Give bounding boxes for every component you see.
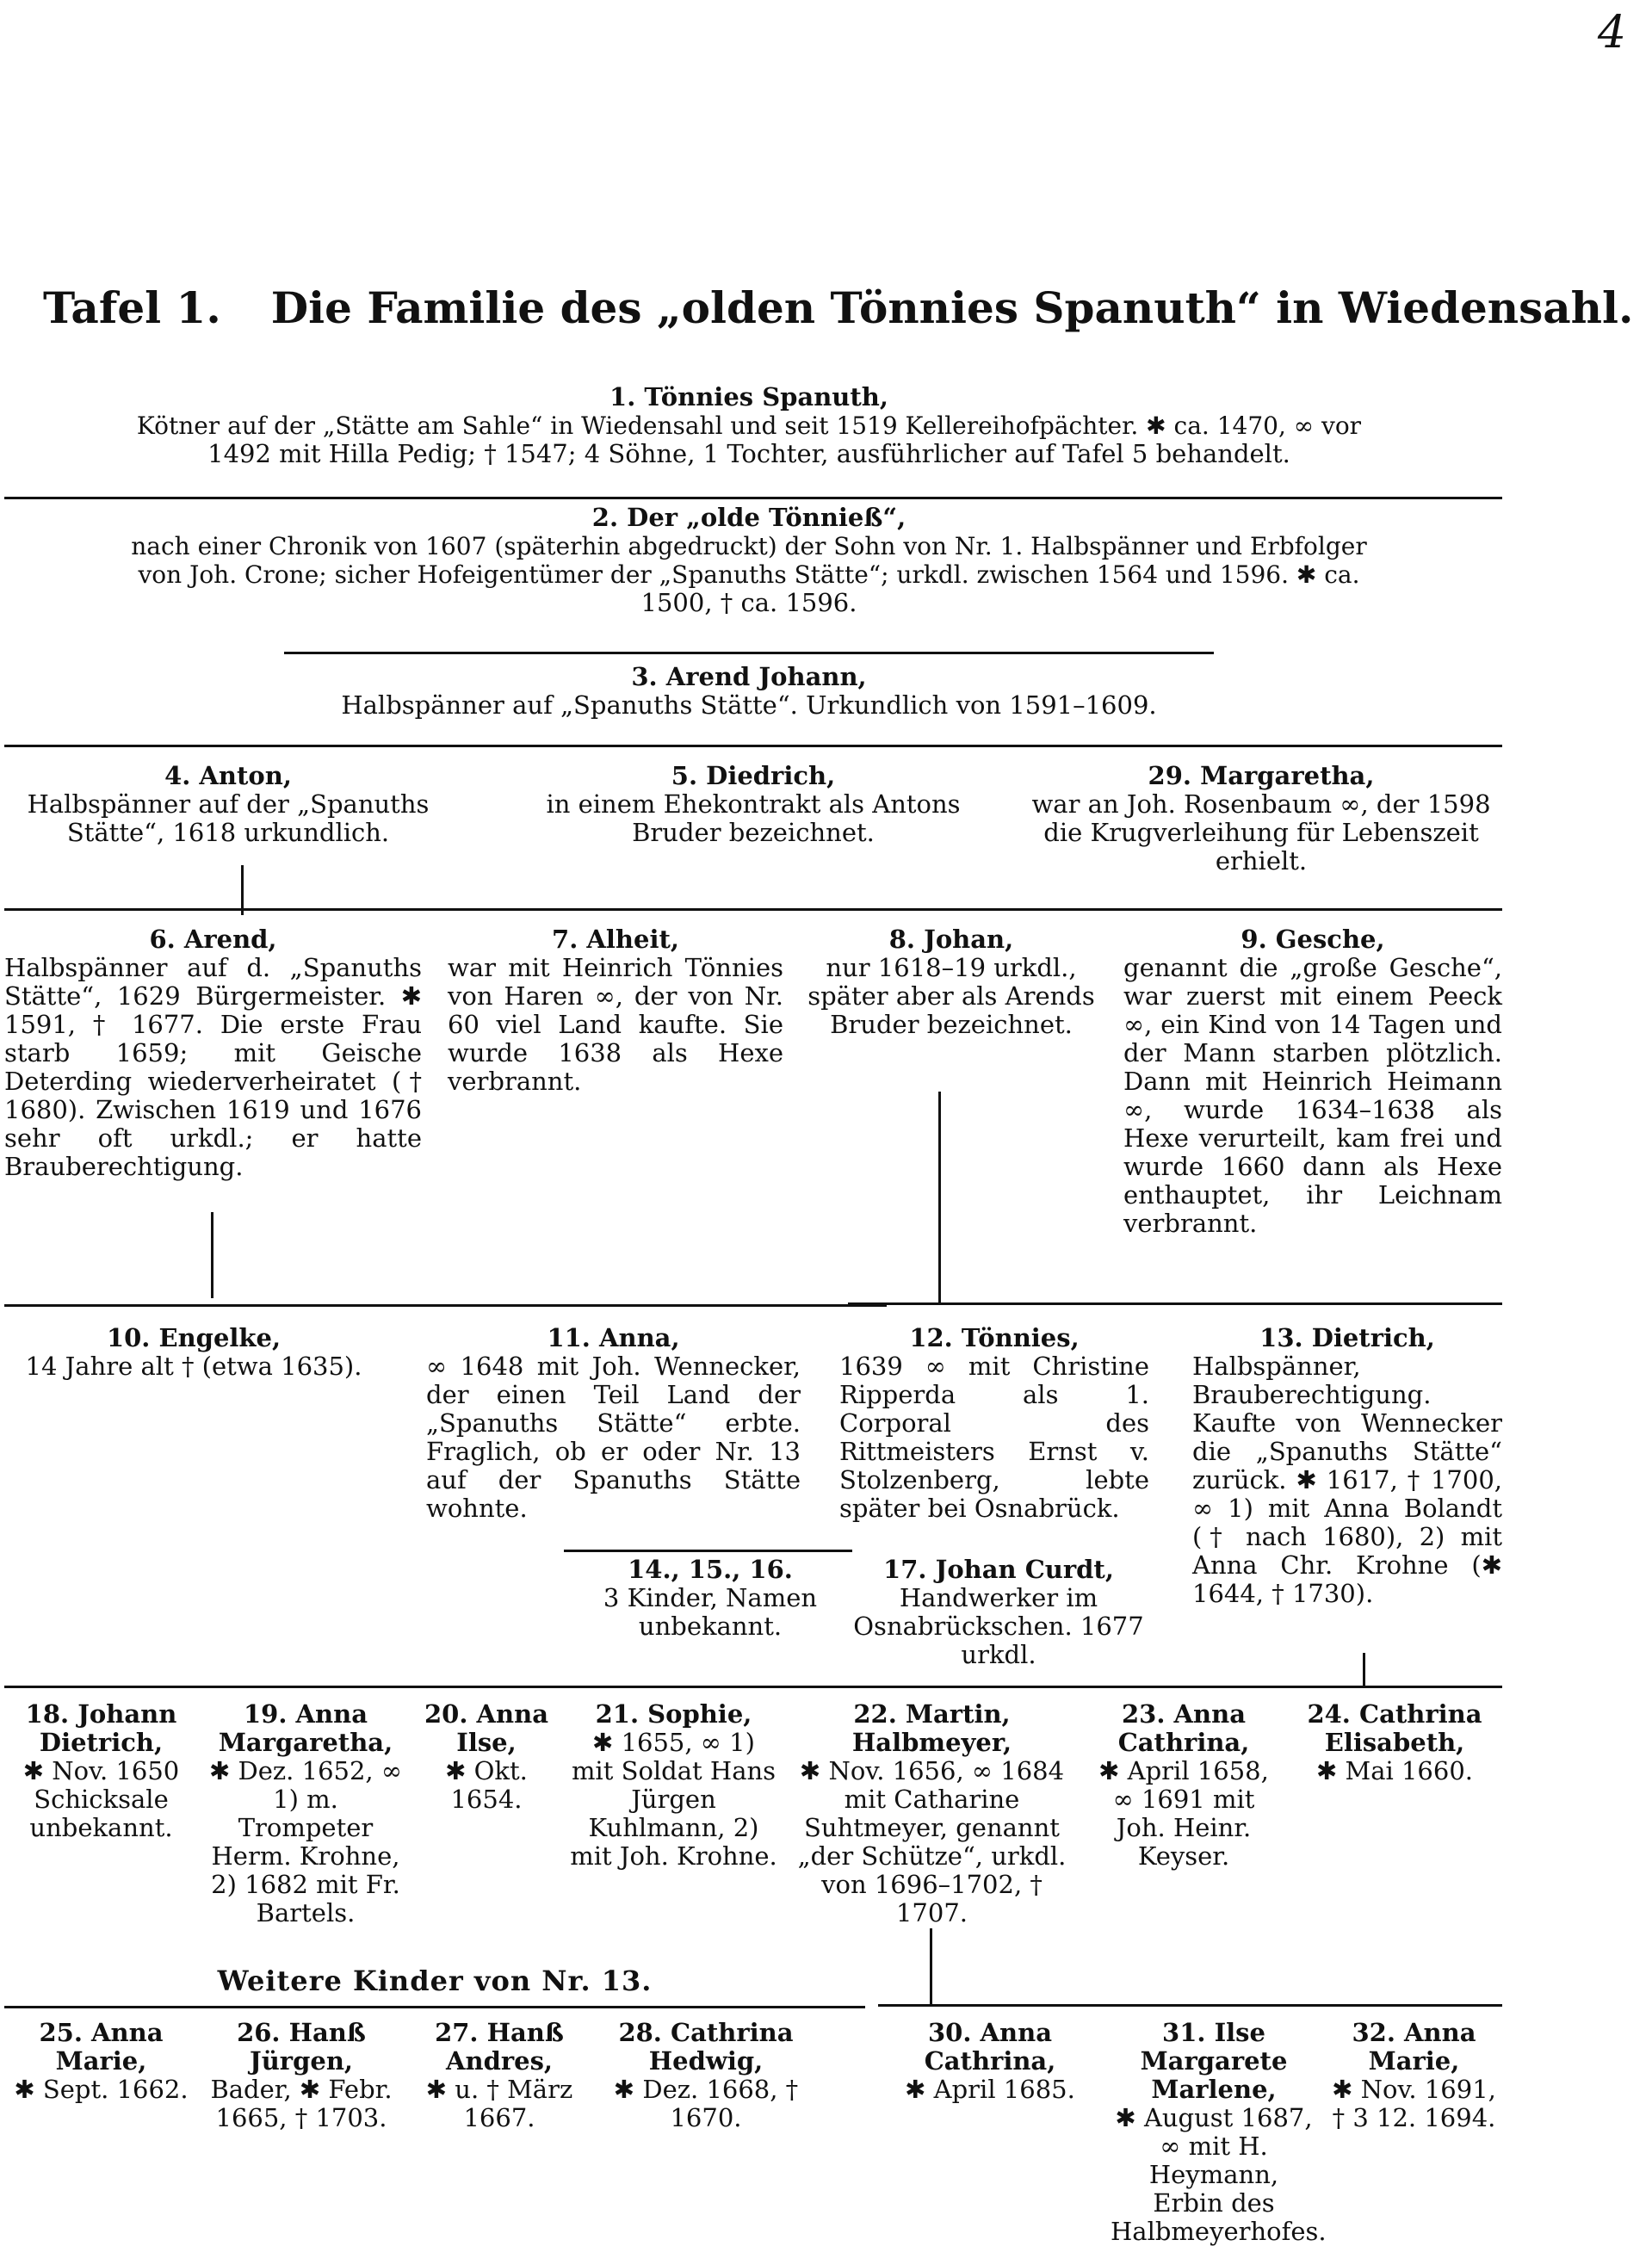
person-7-block bbox=[448, 925, 783, 1096]
person-20-name: 20. Anna Ilse, bbox=[424, 1699, 548, 1757]
weitere-kinder-label: Weitere Kinder von Nr. 13. bbox=[217, 1964, 653, 1997]
person-5-text: in einem Ehekontrakt als Antons Bruder bezeichnet. bbox=[546, 789, 961, 847]
person-28-text: ✱ Dez. 1668, † 1670. bbox=[613, 2075, 799, 2132]
person-6-block bbox=[4, 925, 422, 1181]
person-2-name: 2. Der „olde Tönnieß“, bbox=[591, 503, 906, 532]
person-26-text: Bader, ✱ Febr. 1665, † 1703. bbox=[210, 2075, 393, 2132]
person-30-name: 30. Anna Cathrina, bbox=[924, 2018, 1056, 2076]
person-20-text: ✱ Okt. 1654. bbox=[445, 1756, 528, 1814]
person-20-block bbox=[413, 1700, 560, 1814]
person-31-block bbox=[1111, 2018, 1327, 2246]
person-17-block bbox=[852, 1556, 1145, 1669]
person-10-name: 10. Engelke, bbox=[106, 1323, 282, 1352]
person-32-name: 32. Anna Marie, bbox=[1352, 2018, 1476, 2076]
connector-line bbox=[4, 2006, 865, 2008]
person-19-text: ✱ Dez. 1652, ∞ 1) m. Trompeter Herm. Krohne, 2) 1682 mit Fr. Bartels. bbox=[208, 1756, 403, 1927]
person-10-block bbox=[4, 1324, 383, 1381]
connector-line bbox=[4, 1304, 887, 1307]
connector-line bbox=[564, 1550, 852, 1552]
person-22-text: ✱ Nov. 1656, ∞ 1684 mit Catharine Suhtmeyer, genannt „der Schütze“, urkdl. von 1696–1702, † 1707. bbox=[797, 1756, 1067, 1927]
person-23-block bbox=[1085, 1700, 1283, 1871]
person-23-text: ✱ April 1658, ∞ 1691 mit Joh. Heinr. Keyser. bbox=[1098, 1756, 1269, 1871]
person-2-line-1: nach einer Chronik von 1607 (späterhin abgedruckt) der Sohn von Nr. 1. Halbspänner und Erbfolger bbox=[131, 532, 1367, 560]
person-27-block bbox=[405, 2019, 594, 2132]
person-26-block bbox=[207, 2019, 396, 2132]
person-31-text: ✱ August 1687, ∞ mit H. Heymann, Erbin des Halbmeyerhofes. bbox=[1111, 2103, 1327, 2246]
person-25-text: ✱ Sept. 1662. bbox=[14, 2075, 189, 2104]
person-11-text: ∞ 1648 mit Joh. Wennecker, der einen Teil Land der „Spanuths Stätte“ erbte. Fraglich, ob er oder Nr. 13 auf der Spanuths Stätte wohnte. bbox=[426, 1352, 801, 1523]
person-18-name: 18. Johann Dietrich, bbox=[25, 1699, 177, 1757]
person-29-name: 29. Margaretha, bbox=[1148, 761, 1375, 790]
person-2-line-3: 1500, † ca. 1596. bbox=[640, 588, 857, 617]
person-24-name: 24. Cathrina Elisabeth, bbox=[1307, 1699, 1482, 1757]
person-4-block bbox=[4, 762, 452, 847]
person-18-block bbox=[4, 1700, 198, 1842]
person-4-name: 4. Anton, bbox=[164, 761, 292, 790]
section-heading-weitere-kinder bbox=[4, 1964, 865, 1997]
person-8-text: nur 1618–19 urkdl., später aber als Arends Bruder bezeichnet. bbox=[807, 953, 1095, 1039]
connector-line bbox=[284, 652, 1214, 654]
connector-line bbox=[4, 1686, 1502, 1688]
person-22-name: 22. Martin, Halbmeyer, bbox=[851, 1699, 1012, 1757]
person-24-block bbox=[1287, 1700, 1502, 1785]
person-13-text: Halbspänner, Brauberechtigung. Kaufte von Wennecker die „Spanuths Stätte“ zurück. ✱ 1617, † 1700, ∞ 1) mit Anna Bolandt († nach 1680), 2) mit Anna Chr. Krohne (✱ 1644, † 1730). bbox=[1192, 1352, 1502, 1608]
connector-line bbox=[4, 497, 1502, 499]
person-19-name: 19. Anna Margaretha, bbox=[218, 1699, 393, 1757]
persons-14-16-name: 14., 15., 16. bbox=[628, 1555, 793, 1584]
person-23-name: 23. Anna Cathrina, bbox=[1117, 1699, 1250, 1757]
person-11-block bbox=[426, 1324, 801, 1523]
connector-line bbox=[938, 1092, 941, 1302]
person-12-block bbox=[839, 1324, 1149, 1523]
person-12-text: 1639 ∞ mit Christine Ripperda als 1. Corporal des Rittmeisters Ernst v. Stolzenberg, lebte später bei Osnabrück. bbox=[839, 1352, 1149, 1523]
person-17-name: 17. Johan Curdt, bbox=[883, 1555, 1114, 1584]
person-2-line-2: von Joh. Crone; sicher Hofeigentümer der „Spanuths Stätte“; urkdl. zwischen 1564 und 1596. ✱ ca. bbox=[138, 560, 1360, 589]
person-21-block bbox=[568, 1700, 779, 1871]
page-title bbox=[43, 282, 1634, 333]
persons-14-16-block bbox=[572, 1556, 848, 1641]
person-7-text: war mit Heinrich Tönnies von Haren ∞, der von Nr. 60 viel Land kaufte. Sie wurde 1638 als Hexe verbrannt. bbox=[448, 953, 783, 1096]
person-7-name: 7. Alheit, bbox=[552, 925, 679, 954]
person-10-text: 14 Jahre alt † (etwa 1635). bbox=[25, 1352, 362, 1381]
person-1-line-1: Kötner auf der „Stätte am Sahle“ in Wiedensahl und seit 1519 Kellereihofpächter. ✱ ca. 1470, ∞ vor bbox=[136, 411, 1362, 440]
connector-line bbox=[4, 745, 1502, 747]
connector-line bbox=[211, 1212, 213, 1298]
person-13-name: 13. Dietrich, bbox=[1259, 1323, 1435, 1352]
person-29-text: war an Joh. Rosenbaum ∞, der 1598 die Krugverleihung für Lebenszeit erhielt. bbox=[1031, 789, 1491, 876]
connector-line bbox=[848, 1302, 1502, 1305]
connector-line bbox=[4, 908, 1502, 911]
person-8-block bbox=[805, 925, 1098, 1039]
person-13-block bbox=[1192, 1324, 1502, 1608]
person-18-text: ✱ Nov. 1650 Schicksale unbekannt. bbox=[22, 1756, 180, 1842]
person-32-block bbox=[1326, 2019, 1502, 2132]
person-28-block bbox=[603, 2019, 809, 2132]
person-30-block bbox=[878, 2019, 1102, 2104]
person-27-name: 27. Hanß Andres, bbox=[435, 2018, 564, 2076]
person-27-text: ✱ u. † März 1667. bbox=[425, 2075, 573, 2132]
table-number: Tafel 1. bbox=[43, 282, 221, 333]
person-3-line-1: Halbspänner auf „Spanuths Stätte“. Urkundlich von 1591–1609. bbox=[341, 690, 1157, 720]
person-32-text: ✱ Nov. 1691, † 3 12. 1694. bbox=[1332, 2075, 1496, 2132]
person-3-name: 3. Arend Johann, bbox=[631, 662, 867, 691]
person-6-name: 6. Arend, bbox=[149, 925, 277, 954]
persons-14-16-text: 3 Kinder, Namen unbekannt. bbox=[603, 1583, 818, 1641]
person-2-block bbox=[0, 504, 1498, 617]
person-5-block bbox=[508, 762, 999, 847]
person-19-block bbox=[202, 1700, 409, 1927]
page-number: 4 bbox=[1597, 7, 1626, 59]
person-25-name: 25. Anna Marie, bbox=[39, 2018, 164, 2076]
person-31-name: 31. Ilse Margarete Marlene, bbox=[1140, 2018, 1288, 2104]
person-21-text: ✱ 1655, ∞ 1) mit Soldat Hans Jürgen Kuhlmann, 2) mit Joh. Krohne. bbox=[570, 1728, 777, 1871]
person-26-name: 26. Hanß Jürgen, bbox=[237, 2018, 366, 2076]
person-28-name: 28. Cathrina Hedwig, bbox=[618, 2018, 794, 2076]
person-22-block bbox=[783, 1700, 1080, 1927]
connector-line bbox=[878, 2004, 1502, 2007]
person-29-block bbox=[1024, 762, 1498, 876]
person-21-name: 21. Sophie, bbox=[595, 1699, 752, 1729]
person-5-name: 5. Diedrich, bbox=[671, 761, 836, 790]
connector-line bbox=[930, 1928, 932, 2004]
person-9-name: 9. Gesche, bbox=[1241, 925, 1385, 954]
person-12-name: 12. Tönnies, bbox=[909, 1323, 1080, 1352]
person-9-block bbox=[1123, 925, 1502, 1238]
person-8-name: 8. Johan, bbox=[888, 925, 1014, 954]
person-30-text: ✱ April 1685. bbox=[905, 2075, 1075, 2104]
person-25-block bbox=[4, 2019, 198, 2104]
person-9-text: genannt die „große Gesche“, war zuerst mit einem Peeck ∞, ein Kind von 14 Tagen und der Mann starben plötzlich. Dann mit Heinrich Heimann ∞, wurde 1634–1638 als Hexe verurteilt, kam frei und wurde 1660 dann als Hexe enthauptet, ihr Leichnam verbrannt. bbox=[1123, 953, 1502, 1238]
person-1-line-2: 1492 mit Hilla Pedig; † 1547; 4 Söhne, 1 Tochter, ausführlicher auf Tafel 5 behandelt. bbox=[207, 439, 1290, 468]
person-11-name: 11. Anna, bbox=[547, 1323, 680, 1352]
person-4-text: Halbspänner auf der „Spanuths Stätte“, 1618 urkundlich. bbox=[27, 789, 430, 847]
person-3-block bbox=[0, 663, 1498, 720]
person-17-text: Handwerker im Osnabrückschen. 1677 urkdl. bbox=[853, 1583, 1144, 1669]
person-1-name: 1. Tönnies Spanuth, bbox=[609, 382, 888, 411]
title-text: Die Familie des „olden Tönnies Spanuth“ in Wiedensahl. bbox=[270, 282, 1634, 333]
connector-line bbox=[1363, 1653, 1365, 1687]
person-6-text: Halbspänner auf d. „Spanuths Stätte“, 1629 Bürgermeister. ✱ 1591, † 1677. Die erste Frau starb 1659; mit Geische Deterding wiederverheiratet († 1680). Zwischen 1619 und 1676 sehr oft urkdl.; er hatte Brauberechtigung. bbox=[4, 953, 422, 1181]
person-24-text: ✱ Mai 1660. bbox=[1315, 1756, 1473, 1785]
person-1-block bbox=[0, 383, 1498, 468]
